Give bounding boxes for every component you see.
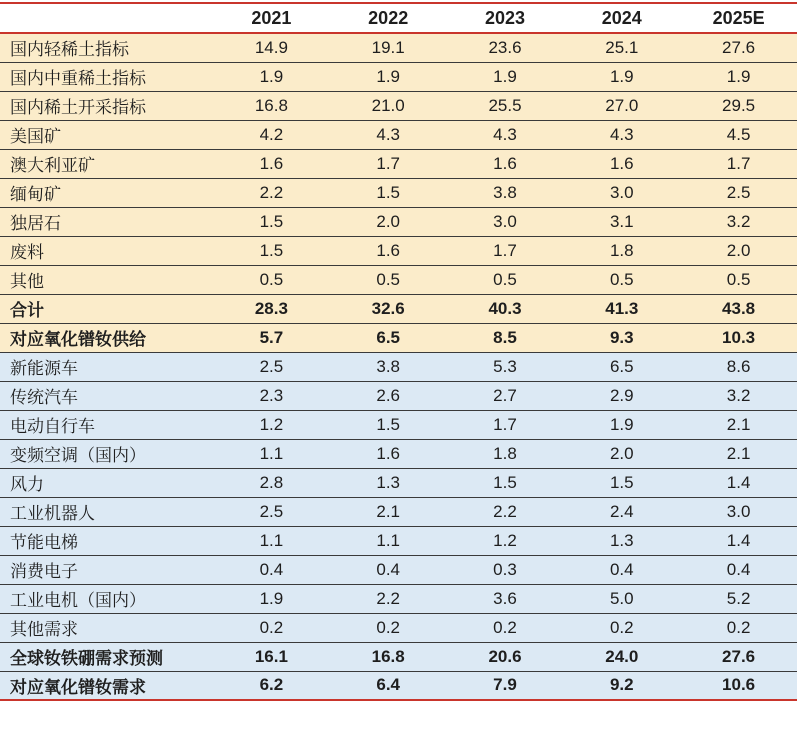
value-cell: 7.9 xyxy=(447,671,564,700)
value-cell: 1.8 xyxy=(563,236,680,265)
value-cell: 2.0 xyxy=(330,207,447,236)
header-cell-2023: 2023 xyxy=(447,3,564,33)
value-cell: 1.5 xyxy=(213,236,330,265)
value-cell: 16.8 xyxy=(213,91,330,120)
row-label: 国内稀土开采指标 xyxy=(0,91,213,120)
value-cell: 3.8 xyxy=(447,178,564,207)
value-cell: 10.3 xyxy=(680,323,797,352)
table-row xyxy=(0,381,797,410)
value-cell: 14.9 xyxy=(213,33,330,62)
value-cell: 19.1 xyxy=(330,33,447,62)
value-cell: 1.6 xyxy=(330,236,447,265)
value-cell: 25.1 xyxy=(563,33,680,62)
value-cell: 28.3 xyxy=(213,294,330,323)
value-cell: 23.6 xyxy=(447,33,564,62)
value-cell: 0.5 xyxy=(330,265,447,294)
value-cell: 1.5 xyxy=(330,178,447,207)
table-row xyxy=(0,555,797,584)
value-cell: 1.4 xyxy=(680,526,797,555)
value-cell: 9.3 xyxy=(563,323,680,352)
value-cell: 4.3 xyxy=(563,120,680,149)
value-cell: 6.4 xyxy=(330,671,447,700)
value-cell: 6.2 xyxy=(213,671,330,700)
value-cell: 1.7 xyxy=(330,149,447,178)
value-cell: 5.7 xyxy=(213,323,330,352)
value-cell: 0.2 xyxy=(330,613,447,642)
value-cell: 6.5 xyxy=(330,323,447,352)
row-label: 对应氧化镨钕需求 xyxy=(0,671,213,700)
value-cell: 8.6 xyxy=(680,352,797,381)
value-cell: 0.5 xyxy=(213,265,330,294)
value-cell: 43.8 xyxy=(680,294,797,323)
value-cell: 5.3 xyxy=(447,352,564,381)
value-cell: 2.0 xyxy=(563,439,680,468)
value-cell: 20.6 xyxy=(447,642,564,671)
value-cell: 1.1 xyxy=(213,439,330,468)
value-cell: 3.2 xyxy=(680,207,797,236)
value-cell: 1.5 xyxy=(447,468,564,497)
value-cell: 2.2 xyxy=(213,178,330,207)
table-row xyxy=(0,352,797,381)
value-cell: 21.0 xyxy=(330,91,447,120)
value-cell: 16.1 xyxy=(213,642,330,671)
value-cell: 1.1 xyxy=(330,526,447,555)
value-cell: 1.6 xyxy=(563,149,680,178)
value-cell: 27.6 xyxy=(680,642,797,671)
header-cell-2025e: 2025E xyxy=(680,3,797,33)
value-cell: 1.5 xyxy=(330,410,447,439)
table-row xyxy=(0,294,797,323)
table-body xyxy=(0,33,797,700)
value-cell: 2.6 xyxy=(330,381,447,410)
value-cell: 1.2 xyxy=(213,410,330,439)
header-cell-2024: 2024 xyxy=(563,3,680,33)
row-label: 废料 xyxy=(0,236,213,265)
value-cell: 1.6 xyxy=(447,149,564,178)
table-row xyxy=(0,178,797,207)
value-cell: 1.5 xyxy=(213,207,330,236)
row-label: 合计 xyxy=(0,294,213,323)
value-cell: 0.5 xyxy=(563,265,680,294)
value-cell: 16.8 xyxy=(330,642,447,671)
row-label: 国内中重稀土指标 xyxy=(0,62,213,91)
table-row xyxy=(0,526,797,555)
value-cell: 0.5 xyxy=(447,265,564,294)
row-label: 电动自行车 xyxy=(0,410,213,439)
table-row xyxy=(0,62,797,91)
table-row xyxy=(0,323,797,352)
row-label: 节能电梯 xyxy=(0,526,213,555)
value-cell: 3.1 xyxy=(563,207,680,236)
value-cell: 1.3 xyxy=(563,526,680,555)
table-row xyxy=(0,33,797,62)
table-row xyxy=(0,149,797,178)
value-cell: 2.1 xyxy=(680,410,797,439)
value-cell: 1.8 xyxy=(447,439,564,468)
value-cell: 10.6 xyxy=(680,671,797,700)
value-cell: 40.3 xyxy=(447,294,564,323)
value-cell: 1.7 xyxy=(680,149,797,178)
value-cell: 1.9 xyxy=(213,62,330,91)
value-cell: 1.5 xyxy=(563,468,680,497)
value-cell: 1.7 xyxy=(447,236,564,265)
value-cell: 3.2 xyxy=(680,381,797,410)
value-cell: 1.9 xyxy=(680,62,797,91)
value-cell: 2.0 xyxy=(680,236,797,265)
row-label: 美国矿 xyxy=(0,120,213,149)
value-cell: 1.9 xyxy=(330,62,447,91)
value-cell: 2.5 xyxy=(680,178,797,207)
value-cell: 0.4 xyxy=(680,555,797,584)
row-label: 对应氧化镨钕供给 xyxy=(0,323,213,352)
value-cell: 1.9 xyxy=(213,584,330,613)
value-cell: 0.5 xyxy=(680,265,797,294)
row-label: 缅甸矿 xyxy=(0,178,213,207)
value-cell: 6.5 xyxy=(563,352,680,381)
value-cell: 25.5 xyxy=(447,91,564,120)
row-label: 变频空调（国内） xyxy=(0,439,213,468)
value-cell: 2.5 xyxy=(213,352,330,381)
value-cell: 27.6 xyxy=(680,33,797,62)
value-cell: 3.0 xyxy=(680,497,797,526)
value-cell: 1.2 xyxy=(447,526,564,555)
row-label: 工业电机（国内） xyxy=(0,584,213,613)
value-cell: 1.6 xyxy=(213,149,330,178)
value-cell: 4.2 xyxy=(213,120,330,149)
row-label: 传统汽车 xyxy=(0,381,213,410)
header-cell-label xyxy=(0,3,213,33)
value-cell: 1.4 xyxy=(680,468,797,497)
table-row xyxy=(0,410,797,439)
value-cell: 4.5 xyxy=(680,120,797,149)
data-table xyxy=(0,2,797,701)
value-cell: 2.5 xyxy=(213,497,330,526)
value-cell: 2.9 xyxy=(563,381,680,410)
row-label: 工业机器人 xyxy=(0,497,213,526)
value-cell: 4.3 xyxy=(447,120,564,149)
header-cell-2021: 2021 xyxy=(213,3,330,33)
table-row xyxy=(0,584,797,613)
table-row xyxy=(0,120,797,149)
table-row xyxy=(0,468,797,497)
table-row xyxy=(0,207,797,236)
value-cell: 2.7 xyxy=(447,381,564,410)
value-cell: 1.1 xyxy=(213,526,330,555)
row-label: 消费电子 xyxy=(0,555,213,584)
value-cell: 2.1 xyxy=(330,497,447,526)
value-cell: 8.5 xyxy=(447,323,564,352)
table-row xyxy=(0,265,797,294)
value-cell: 32.6 xyxy=(330,294,447,323)
value-cell: 3.8 xyxy=(330,352,447,381)
value-cell: 1.6 xyxy=(330,439,447,468)
value-cell: 3.0 xyxy=(563,178,680,207)
value-cell: 0.2 xyxy=(563,613,680,642)
row-label: 独居石 xyxy=(0,207,213,236)
value-cell: 0.2 xyxy=(213,613,330,642)
value-cell: 0.2 xyxy=(447,613,564,642)
table-row xyxy=(0,613,797,642)
table-row xyxy=(0,497,797,526)
value-cell: 0.3 xyxy=(447,555,564,584)
row-label: 全球钕铁硼需求预测 xyxy=(0,642,213,671)
value-cell: 2.1 xyxy=(680,439,797,468)
value-cell: 2.2 xyxy=(447,497,564,526)
row-label: 其他需求 xyxy=(0,613,213,642)
value-cell: 0.4 xyxy=(563,555,680,584)
value-cell: 1.9 xyxy=(563,62,680,91)
value-cell: 5.2 xyxy=(680,584,797,613)
table-row xyxy=(0,671,797,700)
value-cell: 24.0 xyxy=(563,642,680,671)
value-cell: 2.4 xyxy=(563,497,680,526)
row-label: 新能源车 xyxy=(0,352,213,381)
value-cell: 0.4 xyxy=(213,555,330,584)
table-row xyxy=(0,91,797,120)
value-cell: 2.8 xyxy=(213,468,330,497)
value-cell: 3.6 xyxy=(447,584,564,613)
table-row xyxy=(0,236,797,265)
table-row xyxy=(0,642,797,671)
value-cell: 4.3 xyxy=(330,120,447,149)
value-cell: 1.9 xyxy=(563,410,680,439)
value-cell: 41.3 xyxy=(563,294,680,323)
value-cell: 0.2 xyxy=(680,613,797,642)
value-cell: 0.4 xyxy=(330,555,447,584)
value-cell: 29.5 xyxy=(680,91,797,120)
header-cell-2022: 2022 xyxy=(330,3,447,33)
value-cell: 9.2 xyxy=(563,671,680,700)
row-label: 其他 xyxy=(0,265,213,294)
value-cell: 1.9 xyxy=(447,62,564,91)
value-cell: 2.3 xyxy=(213,381,330,410)
row-label: 风力 xyxy=(0,468,213,497)
value-cell: 3.0 xyxy=(447,207,564,236)
table-row xyxy=(0,439,797,468)
value-cell: 5.0 xyxy=(563,584,680,613)
value-cell: 27.0 xyxy=(563,91,680,120)
row-label: 国内轻稀土指标 xyxy=(0,33,213,62)
row-label: 澳大利亚矿 xyxy=(0,149,213,178)
value-cell: 1.3 xyxy=(330,468,447,497)
header-row xyxy=(0,3,797,33)
value-cell: 1.7 xyxy=(447,410,564,439)
value-cell: 2.2 xyxy=(330,584,447,613)
